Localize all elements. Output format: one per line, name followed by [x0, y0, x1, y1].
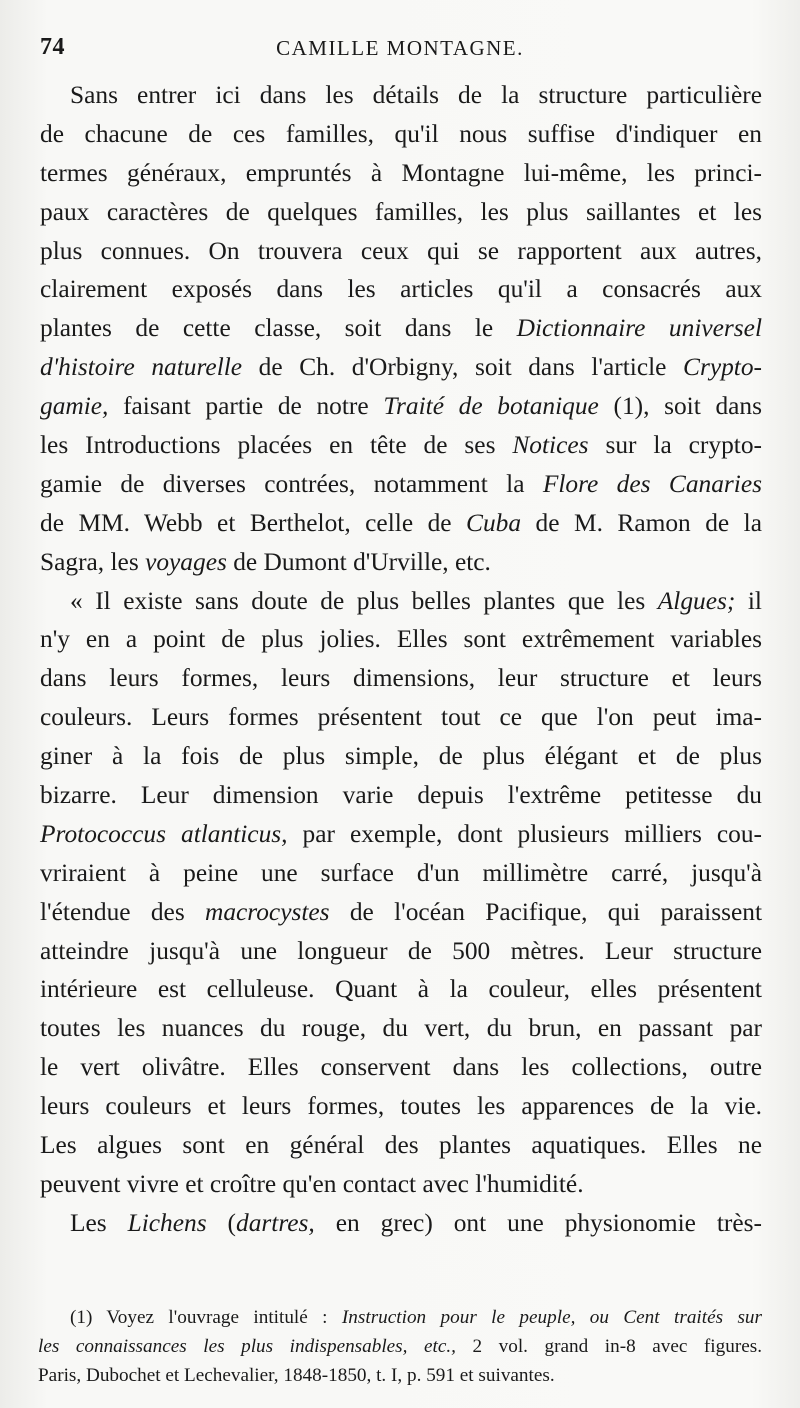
- text-line: [40, 154, 762, 193]
- text-run: sur la crypto-: [588, 431, 762, 460]
- text-run: de M. Ramon de la: [521, 508, 763, 537]
- text-run: vriraient à peine une surface d'un millimètre carré, jusqu'à: [40, 858, 762, 887]
- text-run: clairement exposés dans les articles qu'il a consacrés aux: [40, 275, 762, 304]
- text-run: gamie de diverses contrées, notamment la: [40, 469, 543, 498]
- page-header: [40, 34, 760, 64]
- text-line: [40, 193, 762, 232]
- text-line: [40, 387, 762, 426]
- text-run: Sans entrer ici dans les détails de la structure particulière: [70, 81, 762, 109]
- footnote-line: [38, 1361, 762, 1390]
- italic-text: Protococcus atlanticus,: [40, 819, 288, 848]
- text-run: peuvent vivre et croître qu'en contact avec l'humidité.: [40, 1169, 584, 1198]
- text-line: [40, 659, 762, 698]
- text-line: [40, 854, 762, 893]
- text-line: [40, 582, 762, 621]
- text-run: (: [206, 1208, 237, 1237]
- italic-text: voyages: [145, 547, 227, 576]
- text-run: atteindre jusqu'à une longueur de 500 mètres. Leur structure: [40, 936, 762, 965]
- text-line: [40, 1165, 762, 1204]
- text-line: [40, 465, 762, 504]
- footnote-line: [38, 1332, 762, 1361]
- italic-text: Crypto-: [683, 353, 763, 382]
- text-line: [40, 1009, 762, 1048]
- text-line: [40, 115, 762, 154]
- running-head: CAMILLE MONTAGNE.: [276, 36, 524, 60]
- text-run: paux caractères de quelques familles, les plus saillantes et les: [40, 197, 762, 226]
- text-run: « Il existe sans doute de plus belles plantes que les: [70, 586, 658, 615]
- italic-text: dartres,: [236, 1208, 315, 1237]
- text-run: Les: [70, 1208, 128, 1237]
- text-run: Sagra, les: [40, 547, 146, 576]
- text-run: intérieure est celluleuse. Quant à la couleur, elles présentent: [40, 975, 762, 1004]
- text-line: [40, 1087, 762, 1126]
- text-line: [40, 1126, 762, 1165]
- text-line: [40, 232, 762, 271]
- italic-text: Instruction pour le peuple, ou Cent traités sur: [341, 1307, 762, 1328]
- text-line: [40, 1204, 762, 1243]
- text-run: en grec) ont une physionomie très-: [314, 1208, 762, 1237]
- text-run: de l'océan Pacifique, qui paraissent: [329, 897, 762, 926]
- italic-text: gamie,: [40, 392, 109, 421]
- italic-text: Flore des Canaries: [542, 469, 762, 498]
- italic-text: Lichens: [127, 1208, 207, 1237]
- text-run: de Ch. d'Orbigny, soit dans l'article: [242, 353, 684, 382]
- text-line: [40, 543, 762, 582]
- text-run: 2 vol. grand in-8 avec figures.: [455, 1336, 763, 1357]
- text-run: bizarre. Leur dimension varie depuis l'extrême petitesse du: [40, 781, 762, 810]
- text-line: [40, 776, 762, 815]
- text-run: le vert olivâtre. Elles conservent dans les collections, outre: [40, 1053, 762, 1082]
- text-run: il: [735, 586, 762, 615]
- text-run: leurs couleurs et leurs formes, toutes les apparences de la vie.: [40, 1092, 762, 1121]
- italic-text: Notices: [512, 431, 589, 460]
- text-run: termes généraux, empruntés à Montagne lui-même, les princi-: [40, 158, 762, 187]
- page-number: 74: [40, 34, 65, 60]
- text-run: giner à la fois de plus simple, de plus élégant et de plus: [40, 742, 762, 771]
- text-run: de Dumont d'Urville, etc.: [226, 547, 491, 576]
- text-run: couleurs. Leurs formes présentent tout ce que l'on peut ima-: [40, 703, 762, 732]
- text-line: [40, 348, 762, 387]
- text-line: [40, 1048, 762, 1087]
- italic-text: d'histoire naturelle: [40, 353, 243, 382]
- text-run: faisant partie de notre: [108, 392, 384, 421]
- text-run: l'étendue des: [40, 897, 205, 926]
- text-line: [40, 932, 762, 971]
- text-run: de chacune de ces familles, qu'il nous suffise d'indiquer en: [40, 119, 762, 148]
- text-run: n'y en a point de plus jolies. Elles sont extrêmement variables: [40, 625, 762, 654]
- footnote-line: [38, 1303, 762, 1332]
- italic-text: Traité de botanique: [383, 392, 599, 421]
- text-line: [40, 504, 762, 543]
- italic-text: Algues;: [657, 586, 736, 615]
- text-line: [40, 893, 762, 932]
- text-line: [40, 815, 762, 854]
- footnotes: [38, 1303, 762, 1390]
- text-line: [40, 698, 762, 737]
- italic-text: Dictionnaire universel: [516, 314, 762, 343]
- text-run: de MM. Webb et Berthelot, celle de: [40, 508, 467, 537]
- text-run: les Introductions placées en tête de ses: [40, 431, 513, 460]
- text-run: plus connues. On trouvera ceux qui se rapportent aux autres,: [40, 236, 762, 265]
- text-line: [40, 309, 762, 348]
- text-run: toutes les nuances du rouge, du vert, du brun, en passant par: [40, 1014, 762, 1043]
- text-line: [40, 737, 762, 776]
- text-run: (1), soit dans: [598, 392, 762, 421]
- text-run: par exemple, dont plusieurs milliers cou-: [287, 819, 762, 848]
- italic-text: macrocystes: [205, 897, 330, 926]
- text-line: [40, 270, 762, 309]
- text-line: [40, 76, 762, 115]
- text-run: dans leurs formes, leurs dimensions, leur structure et leurs: [40, 664, 762, 693]
- text-line: [40, 426, 762, 465]
- body-text: [40, 76, 762, 1243]
- text-line: [40, 970, 762, 1009]
- text-run: Les algues sont en général des plantes aquatiques. Elles ne: [40, 1131, 762, 1160]
- text-line: [40, 620, 762, 659]
- text-run: (1) Voyez l'ouvrage intitulé :: [70, 1307, 342, 1328]
- text-run: Paris, Dubochet et Lechevalier, 1848-1850, t. I, p. 591 et suivantes.: [38, 1365, 555, 1386]
- italic-text: les connaissances les plus indispensables, etc.,: [38, 1336, 456, 1357]
- italic-text: Cuba: [466, 508, 522, 537]
- text-run: plantes de cette classe, soit dans le: [40, 314, 517, 343]
